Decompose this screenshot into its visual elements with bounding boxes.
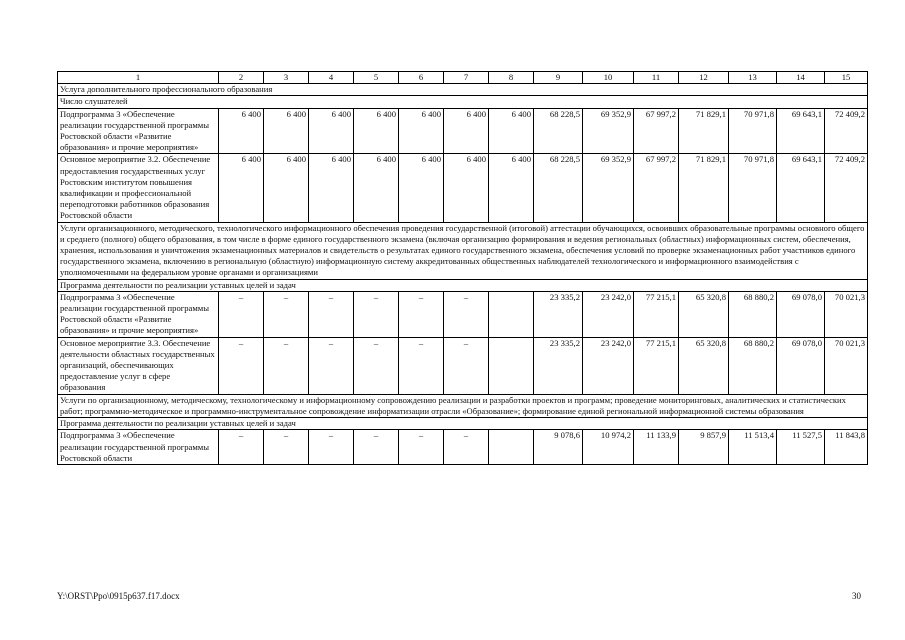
- row-label: Подпрограмма 3 «Обеспечение реализации государственной программы Ростовской области «Развитие образования» и прочие мероприятия»: [58, 291, 219, 337]
- value-cell: –: [444, 291, 489, 337]
- value-cell: 23 335,2: [534, 337, 583, 394]
- value-cell: 6 400: [399, 154, 444, 222]
- value-cell: –: [264, 291, 309, 337]
- section-heading: Программа деятельности по реализации уставных целей и задач: [58, 418, 868, 430]
- value-cell: 11 527,5: [777, 430, 825, 465]
- value-cell: 65 320,8: [679, 291, 729, 337]
- value-cell: –: [444, 337, 489, 394]
- budget-table: [57, 71, 868, 465]
- column-number-cell: 2: [219, 72, 264, 84]
- value-cell: 70 971,8: [729, 154, 777, 222]
- value-cell: 69 078,0: [777, 291, 825, 337]
- value-cell: 67 997,2: [634, 154, 679, 222]
- column-number-cell: 13: [729, 72, 777, 84]
- value-cell: 72 409,2: [825, 108, 868, 154]
- value-cell: 23 335,2: [534, 291, 583, 337]
- value-cell: [489, 291, 534, 337]
- value-cell: 71 829,1: [679, 108, 729, 154]
- value-cell: [489, 430, 534, 465]
- column-number-cell: 12: [679, 72, 729, 84]
- value-cell: 6 400: [444, 108, 489, 154]
- value-cell: –: [309, 337, 354, 394]
- table-row: [58, 154, 868, 222]
- page-number: 30: [852, 591, 861, 601]
- column-number-cell: 1: [58, 72, 219, 84]
- value-cell: –: [219, 291, 264, 337]
- value-cell: 6 400: [354, 154, 399, 222]
- value-cell: 6 400: [444, 154, 489, 222]
- value-cell: 69 643,1: [777, 154, 825, 222]
- value-cell: 23 242,0: [583, 291, 634, 337]
- section-heading-row: [58, 84, 868, 96]
- value-cell: 77 215,1: [634, 337, 679, 394]
- value-cell: 6 400: [219, 108, 264, 154]
- value-cell: 69 352,9: [583, 154, 634, 222]
- column-number-cell: 10: [583, 72, 634, 84]
- value-cell: 65 320,8: [679, 337, 729, 394]
- value-cell: –: [354, 291, 399, 337]
- value-cell: 68 880,2: [729, 337, 777, 394]
- value-cell: 69 352,9: [583, 108, 634, 154]
- footer-file-path: Y:\ORST\Ppo\0915p637.f17.docx: [57, 591, 180, 601]
- value-cell: 6 400: [489, 108, 534, 154]
- table-row: [58, 108, 868, 154]
- value-cell: –: [399, 430, 444, 465]
- value-cell: –: [264, 430, 309, 465]
- value-cell: –: [399, 337, 444, 394]
- value-cell: 6 400: [354, 108, 399, 154]
- value-cell: 6 400: [309, 108, 354, 154]
- column-number-cell: 4: [309, 72, 354, 84]
- value-cell: 70 021,3: [825, 291, 868, 337]
- row-label: Подпрограмма 3 «Обеспечение реализации государственной программы Ростовской области: [58, 430, 219, 465]
- section-heading-row: [58, 418, 868, 430]
- value-cell: 72 409,2: [825, 154, 868, 222]
- value-cell: 68 228,5: [534, 154, 583, 222]
- section-heading-row: [58, 394, 868, 417]
- table-row: [58, 430, 868, 465]
- value-cell: 23 242,0: [583, 337, 634, 394]
- section-heading: Услуги по организационному, методическому, технологическому и информационному сопровождению реализации и разработки проектов и программ; проведение мониторинговых, аналитических и статистических работ; программно-методическое и программно-инструментальное сопровождение информатизации отрасли «Образование»; формирование единой региональной информационной системы образования: [58, 394, 868, 417]
- value-cell: 70 021,3: [825, 337, 868, 394]
- value-cell: –: [399, 291, 444, 337]
- section-heading: Услуги организационного, методического, технологического информационного обеспечения проведения государственной (итоговой) аттестации обучающихся, освоивших образовательные программы основного общего и среднего (полного) общего образования, в том числе в форме единого государственного экзамена (включая организацию формирования и ведения региональных (областных) информационных систем, обеспечения, хранения, использования и уничтожения экзаменационных материалов и свидетельств о результатах единого государственного экзамена, обеспечения условий по проверке экзаменационных работ участников единого государственного экзамена, включению в региональную (областную) информационную систему аккредитованных общественных наблюдателей технологического и информационного взаимодействия с уполномоченными на федеральном уровне органами и организациями: [58, 222, 868, 279]
- row-label: Основное мероприятие 3.3. Обеспечение деятельности областных государственных организаций, обеспечивающих предоставление услуг в сфере образования: [58, 337, 219, 394]
- column-number-cell: 8: [489, 72, 534, 84]
- value-cell: 6 400: [264, 108, 309, 154]
- value-cell: 70 971,8: [729, 108, 777, 154]
- row-label: Основное мероприятие 3.2. Обеспечение предоставления государственных услуг Ростовским институтом повышения квалификации и профессиональной переподготовки работников образования Ростовской области: [58, 154, 219, 222]
- value-cell: –: [264, 337, 309, 394]
- column-number-cell: 7: [444, 72, 489, 84]
- table-row: [58, 291, 868, 337]
- value-cell: 11 513,4: [729, 430, 777, 465]
- value-cell: 6 400: [489, 154, 534, 222]
- value-cell: –: [309, 430, 354, 465]
- section-heading-row: [58, 222, 868, 279]
- column-number-cell: 14: [777, 72, 825, 84]
- value-cell: –: [309, 291, 354, 337]
- value-cell: 11 843,8: [825, 430, 868, 465]
- value-cell: 11 133,9: [634, 430, 679, 465]
- value-cell: –: [219, 337, 264, 394]
- value-cell: 6 400: [399, 108, 444, 154]
- value-cell: 9 857,9: [679, 430, 729, 465]
- value-cell: 10 974,2: [583, 430, 634, 465]
- column-number-cell: 15: [825, 72, 868, 84]
- value-cell: 77 215,1: [634, 291, 679, 337]
- section-heading: Число слушателей: [58, 96, 868, 108]
- column-number-cell: 9: [534, 72, 583, 84]
- column-number-cell: 3: [264, 72, 309, 84]
- column-number-cell: 5: [354, 72, 399, 84]
- value-cell: 69 643,1: [777, 108, 825, 154]
- value-cell: 68 228,5: [534, 108, 583, 154]
- value-cell: –: [219, 430, 264, 465]
- value-cell: –: [354, 337, 399, 394]
- section-heading-row: [58, 279, 868, 291]
- value-cell: 6 400: [219, 154, 264, 222]
- table-row: [58, 337, 868, 394]
- value-cell: –: [444, 430, 489, 465]
- value-cell: 69 078,0: [777, 337, 825, 394]
- value-cell: –: [354, 430, 399, 465]
- column-number-cell: 11: [634, 72, 679, 84]
- value-cell: 6 400: [264, 154, 309, 222]
- row-label: Подпрограмма 3 «Обеспечение реализации государственной программы Ростовской области «Развитие образования» и прочие мероприятия»: [58, 108, 219, 154]
- value-cell: 68 880,2: [729, 291, 777, 337]
- value-cell: 67 997,2: [634, 108, 679, 154]
- value-cell: 6 400: [309, 154, 354, 222]
- value-cell: 9 078,6: [534, 430, 583, 465]
- section-heading: Программа деятельности по реализации уставных целей и задач: [58, 279, 868, 291]
- column-number-row: [58, 72, 868, 84]
- section-heading: Услуга дополнительного профессионального образования: [58, 84, 868, 96]
- section-heading-row: [58, 96, 868, 108]
- value-cell: 71 829,1: [679, 154, 729, 222]
- value-cell: [489, 337, 534, 394]
- table-body: [58, 72, 868, 465]
- column-number-cell: 6: [399, 72, 444, 84]
